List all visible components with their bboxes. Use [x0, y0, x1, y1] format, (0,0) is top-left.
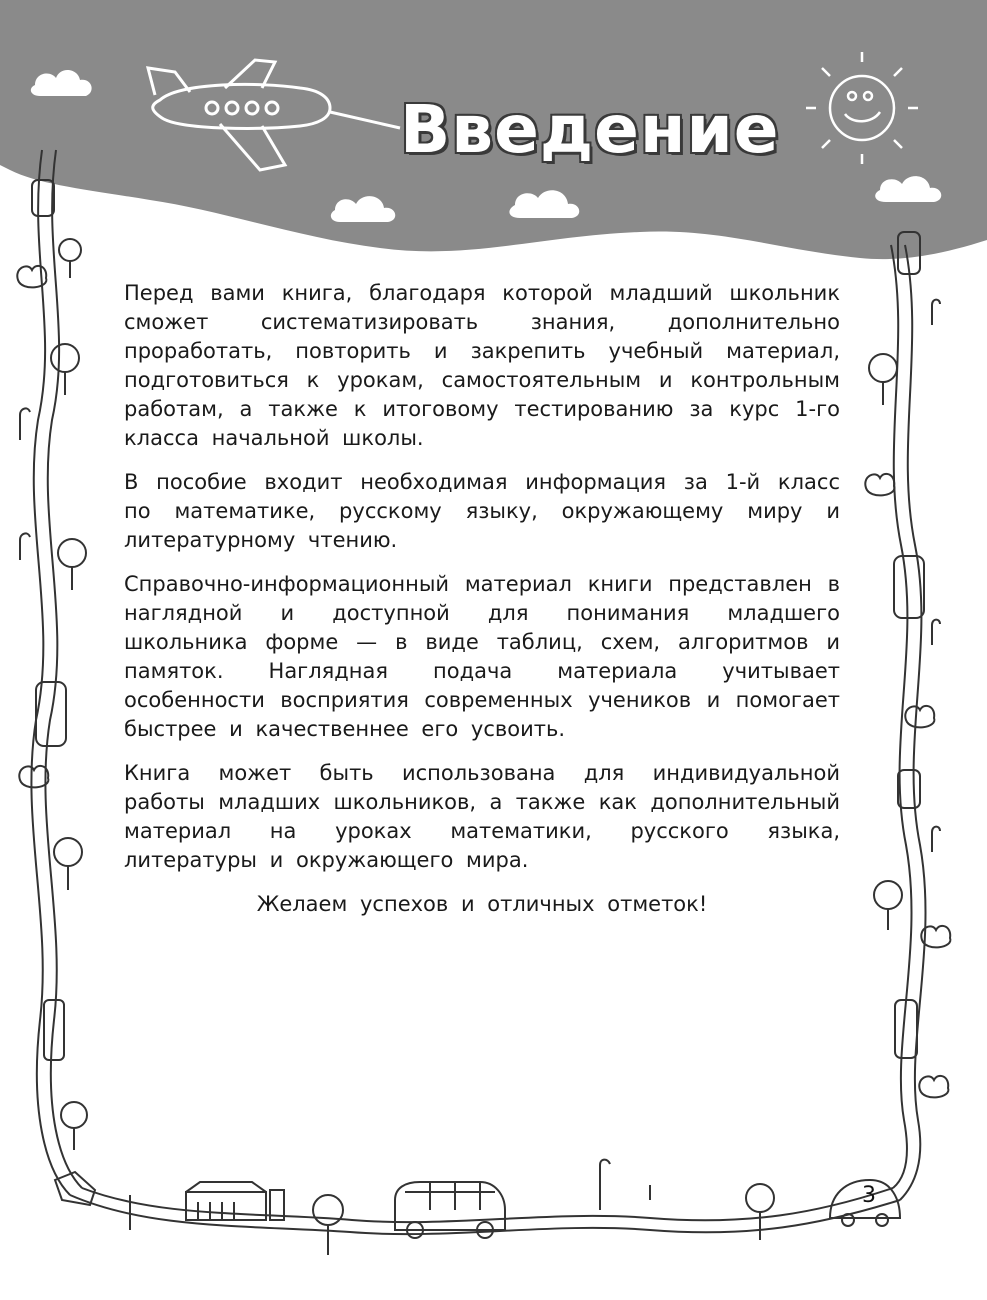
bus-icon — [395, 1182, 505, 1238]
paragraph: Перед вами книга, благодаря которой младший школьник сможет систематизировать знания, дополнительно проработать, повторить и закрепить учебный материал, подготовиться к урокам, самостоятельным и контрольным работам, а также к итоговому тестированию за курс 1-го класса начальной школы. — [124, 281, 840, 450]
closing-wish: Желаем успехов и отличных отметок! — [256, 892, 708, 916]
intro-text — [124, 279, 840, 919]
page-number: 3 — [862, 1183, 876, 1208]
paragraph: Справочно-информационный материал книги представлен в наглядной и доступной для понимания младшего школьника форме — в виде таблиц, схем, алгоритмов и памяток. Наглядная подача материала учитывает особенности восприятия современных учеников и помогает быстрее и качественнее его усвоить. — [124, 572, 840, 741]
house-icon — [186, 1182, 284, 1220]
paragraph: Книга может быть использована для индивидуальной работы младших школьников, а также как дополнительный материал на уроках математики, русского языка, литературы и окружающего мира. — [124, 761, 840, 872]
page-title: Введение — [400, 91, 780, 168]
paragraph: В пособие входит необходимая информация за 1-й класс по математике, русскому языку, окружающему миру и литературному чтению. — [124, 470, 840, 552]
